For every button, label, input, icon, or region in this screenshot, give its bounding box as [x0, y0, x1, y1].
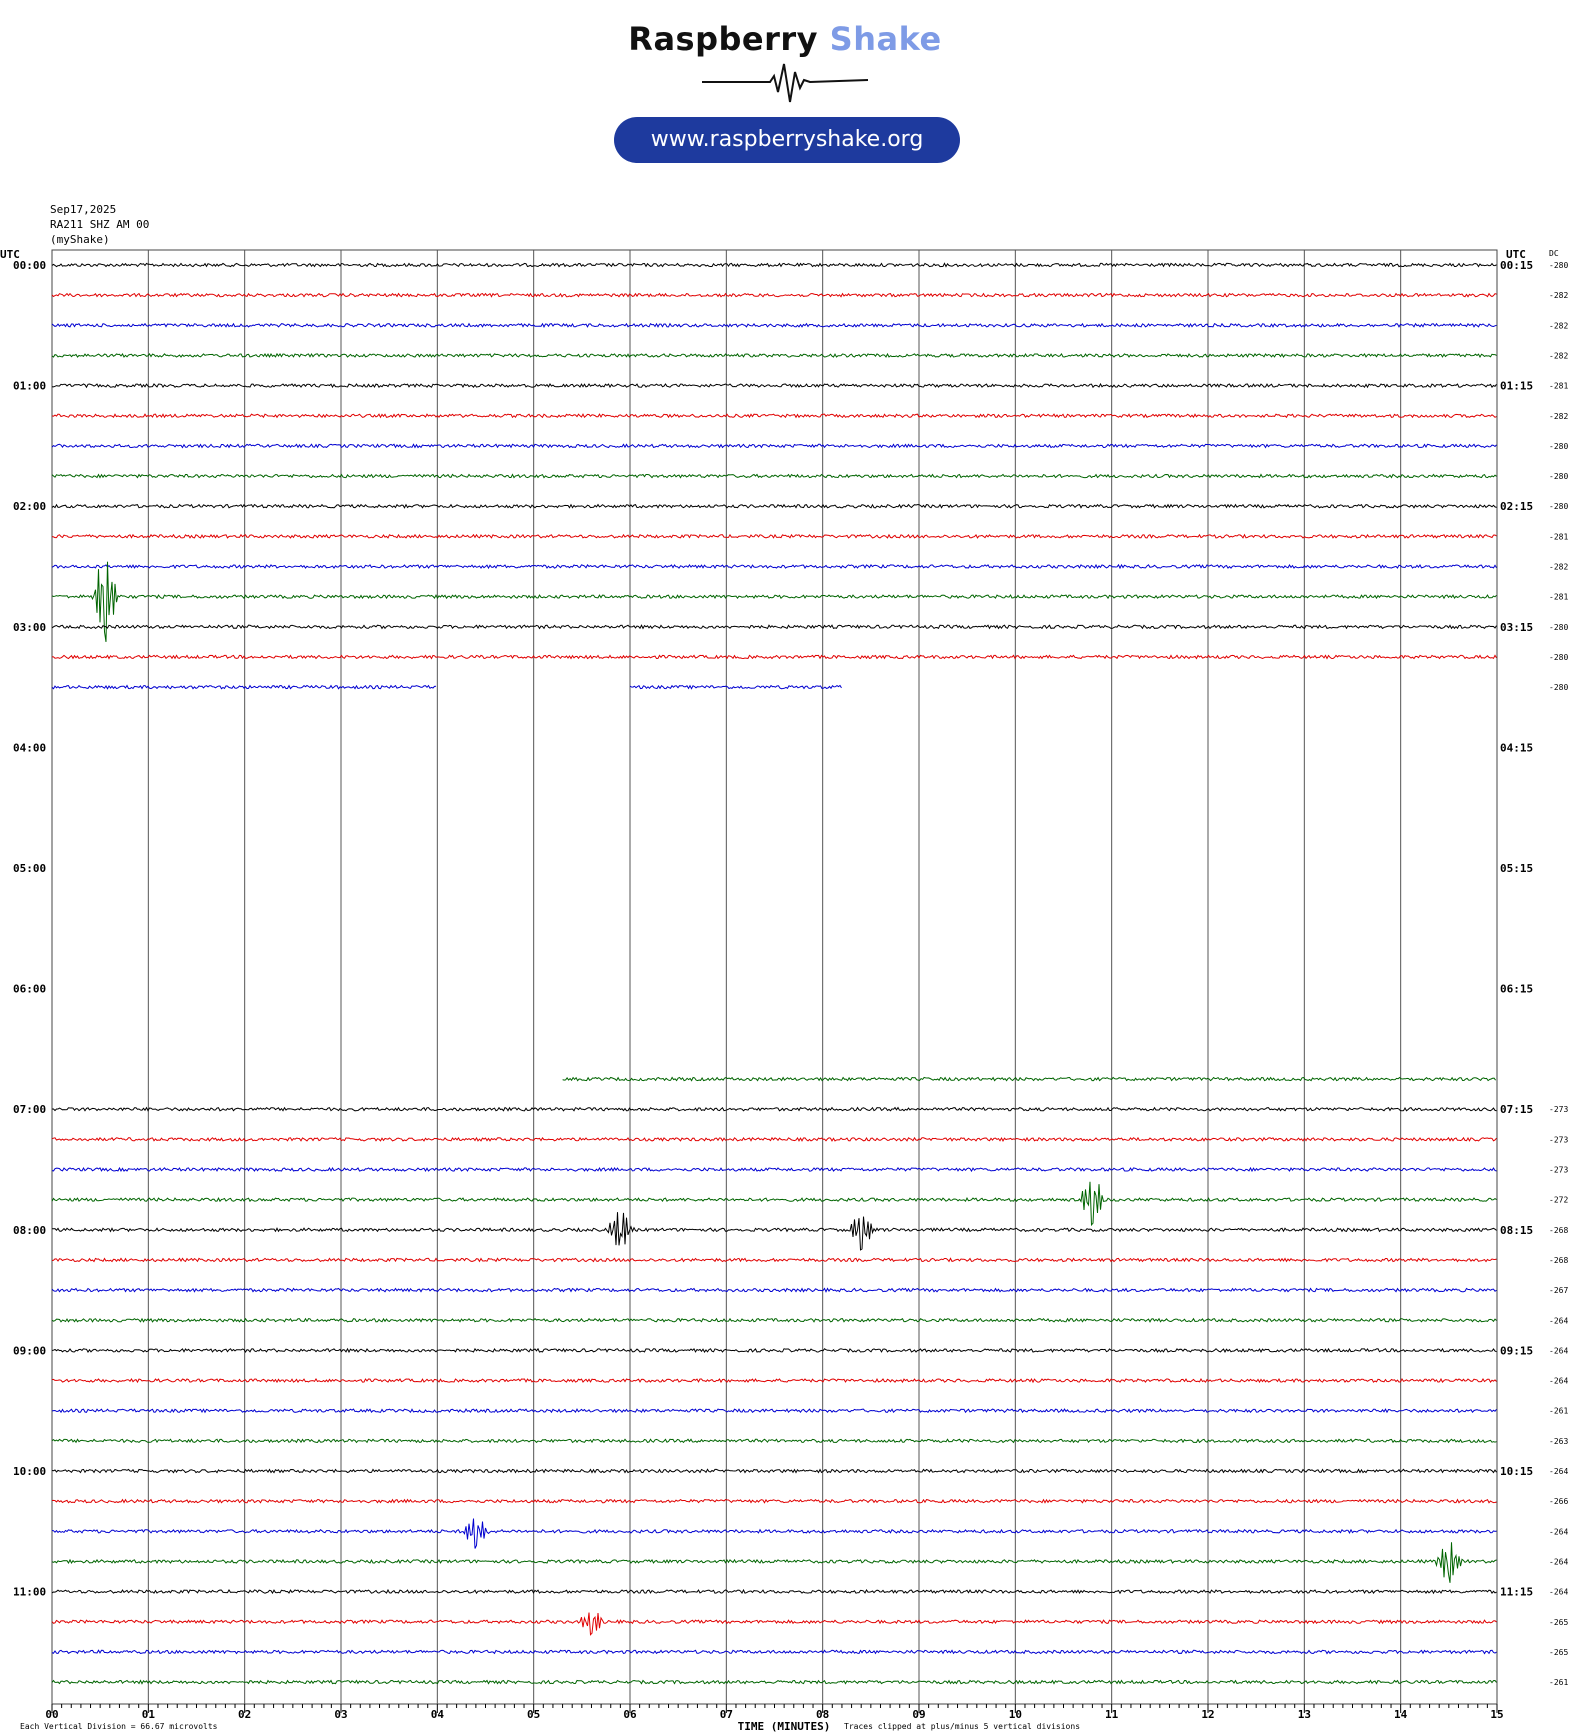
x-tick-label: 01 — [141, 1708, 155, 1721]
trace-row-35 — [52, 1319, 1497, 1322]
dc-offset-label: -282 — [1549, 321, 1569, 331]
dc-offset-label: -264 — [1549, 1467, 1569, 1476]
trace-row-36 — [52, 1349, 1497, 1352]
right-hour-label: 11:15 — [1500, 1585, 1534, 1599]
right-hour-label: 06:15 — [1500, 982, 1534, 996]
x-tick-label: 13 — [1297, 1708, 1311, 1721]
trace-row-46 — [52, 1650, 1497, 1653]
right-hour-label: 05:15 — [1500, 862, 1534, 875]
trace-row-1 — [52, 294, 1497, 297]
dc-offset-label: -281 — [1549, 592, 1569, 602]
trace-row-28 — [52, 1108, 1497, 1111]
trace-row-11 — [52, 562, 1497, 642]
left-hour-label: 11:00 — [13, 1585, 47, 1599]
dc-offset-label: -281 — [1549, 532, 1569, 542]
dc-offset-label: -273 — [1549, 1105, 1569, 1115]
header-station: RA211 SHZ AM 00 — [50, 218, 150, 231]
left-hour-label: 07:00 — [13, 1103, 47, 1117]
x-axis-label: TIME (MINUTES) — [737, 1720, 831, 1732]
right-hour-label: 00:15 — [1500, 259, 1534, 272]
trace-row-27 — [563, 1078, 1496, 1081]
x-tick-label: 05 — [527, 1708, 541, 1721]
x-tick-label: 02 — [238, 1708, 252, 1721]
dc-offset-label: -264 — [1549, 1587, 1569, 1597]
trace-row-45 — [52, 1613, 1497, 1635]
division-note: Each Vertical Division = 66.67 microvolts — [20, 1722, 218, 1731]
dc-offset-label: -281 — [1549, 381, 1569, 391]
trace-row-2 — [52, 324, 1497, 327]
dc-offset-label: -280 — [1549, 441, 1569, 451]
right-hour-label: 08:15 — [1500, 1223, 1534, 1237]
left-hour-label: 08:00 — [13, 1223, 47, 1237]
trace-row-38 — [52, 1409, 1497, 1412]
dc-offset-label: -272 — [1549, 1195, 1569, 1205]
trace-row-12 — [52, 625, 1497, 628]
right-hour-label: 09:15 — [1500, 1344, 1534, 1358]
dc-offset-label: -264 — [1549, 1316, 1569, 1326]
clip-note: Traces clipped at plus/minus 5 vertical divisions — [844, 1722, 1081, 1731]
dc-offset-label: -267 — [1549, 1286, 1569, 1296]
dc-offset-label: -282 — [1549, 411, 1569, 421]
trace-row-5 — [52, 414, 1497, 417]
dc-offset-label: -282 — [1549, 562, 1569, 572]
trace-row-4 — [52, 384, 1497, 387]
left-hour-label: 10:00 — [13, 1465, 47, 1478]
trace-row-30 — [52, 1168, 1497, 1171]
trace-row-33 — [52, 1258, 1497, 1261]
dc-offset-label: -265 — [1549, 1617, 1569, 1627]
trace-row-41 — [52, 1500, 1497, 1503]
axis-labels — [0, 248, 1568, 1732]
trace-row-3 — [52, 354, 1497, 357]
x-tick-label: 09 — [912, 1708, 926, 1721]
trace-row-14 — [52, 686, 436, 689]
trace-row-37 — [52, 1379, 1497, 1382]
seismic-traces — [52, 263, 1497, 1683]
dc-offset-label: -264 — [1549, 1376, 1569, 1386]
left-hour-label: 03:00 — [13, 620, 47, 634]
trace-row-47 — [52, 1681, 1497, 1684]
website-link[interactable]: www.raspberryshake.org — [614, 117, 960, 163]
trace-row-29 — [52, 1138, 1497, 1141]
dc-offset-label: -266 — [1549, 1497, 1569, 1507]
trace-row-39 — [52, 1439, 1497, 1442]
right-hour-label: 04:15 — [1500, 741, 1534, 755]
trace-row-6 — [52, 444, 1497, 447]
dc-offset-label: -265 — [1549, 1647, 1569, 1657]
dc-offset-label: -282 — [1549, 351, 1569, 361]
x-tick-label: 07 — [719, 1708, 733, 1721]
plot-frame — [52, 250, 1497, 1704]
trace-row-31 — [52, 1182, 1497, 1225]
left-hour-label: 09:00 — [13, 1344, 47, 1358]
plot-grid — [52, 250, 1497, 1713]
x-tick-label: 06 — [623, 1708, 637, 1721]
dc-offset-label: -280 — [1549, 652, 1569, 662]
x-tick-label: 04 — [430, 1708, 444, 1721]
x-tick-label: 08 — [816, 1708, 830, 1721]
trace-row-10 — [52, 565, 1497, 568]
dc-offset-label: -282 — [1549, 291, 1569, 301]
x-tick-label: 12 — [1201, 1708, 1215, 1721]
right-hour-label: 01:15 — [1500, 379, 1534, 393]
x-tick-label: 00 — [45, 1708, 59, 1721]
dc-offset-label: -264 — [1549, 1557, 1569, 1567]
trace-row-0 — [52, 263, 1497, 266]
dc-offset-label: -263 — [1549, 1436, 1569, 1446]
dc-offset-label: -261 — [1549, 1678, 1569, 1688]
right-hour-label: 07:15 — [1500, 1103, 1534, 1117]
trace-row-7 — [52, 475, 1497, 478]
dc-offset-label: -273 — [1549, 1135, 1569, 1145]
dc-offset-label: -264 — [1549, 1527, 1569, 1537]
left-hour-label: 01:00 — [13, 379, 47, 393]
trace-row-42 — [52, 1519, 1497, 1549]
trace-row-13 — [52, 655, 1497, 658]
trace-row-32 — [52, 1212, 1497, 1250]
right-hour-label: 10:15 — [1500, 1465, 1534, 1478]
trace-row-9 — [52, 535, 1497, 538]
dc-label: DC — [1549, 249, 1559, 258]
trace-row-44 — [52, 1590, 1497, 1593]
left-hour-label: 05:00 — [13, 862, 47, 875]
trace-row-34 — [52, 1289, 1497, 1292]
header-source: (myShake) — [50, 233, 110, 246]
x-tick-label: 11 — [1105, 1708, 1119, 1721]
dc-offset-label: -268 — [1549, 1255, 1569, 1265]
dc-offset-label: -261 — [1549, 1406, 1569, 1416]
x-tick-label: 15 — [1490, 1708, 1504, 1721]
dc-offset-label: -268 — [1549, 1225, 1569, 1235]
trace-row-8 — [52, 505, 1497, 508]
logo-word-shake: Shake — [829, 20, 942, 58]
x-tick-label: 14 — [1394, 1708, 1408, 1721]
dc-offset-label: -280 — [1549, 683, 1569, 693]
right-hour-label: 03:15 — [1500, 620, 1534, 634]
logo-word-raspberry: Raspberry — [628, 20, 819, 58]
left-hour-label: 04:00 — [13, 741, 47, 755]
trace-row-14 — [630, 686, 842, 689]
dc-offset-label: -273 — [1549, 1165, 1569, 1175]
left-hour-label: 02:00 — [13, 500, 47, 514]
dc-offset-label: -280 — [1549, 472, 1569, 482]
dc-offset-label: -264 — [1549, 1346, 1569, 1356]
x-tick-label: 10 — [1008, 1708, 1022, 1721]
x-tick-label: 03 — [334, 1708, 348, 1721]
left-hour-label: 00:00 — [13, 259, 47, 272]
header-date: Sep17,2025 — [50, 203, 117, 216]
trace-row-43 — [52, 1542, 1497, 1583]
dc-offset-label: -280 — [1549, 502, 1569, 512]
trace-row-40 — [52, 1469, 1497, 1472]
left-utc-label: UTC — [0, 248, 20, 261]
dc-offset-label: -280 — [1549, 261, 1569, 270]
right-hour-label: 02:15 — [1500, 500, 1534, 514]
right-utc-label: UTC — [1506, 248, 1526, 261]
left-hour-label: 06:00 — [13, 982, 47, 996]
dc-offset-label: -280 — [1549, 622, 1569, 632]
